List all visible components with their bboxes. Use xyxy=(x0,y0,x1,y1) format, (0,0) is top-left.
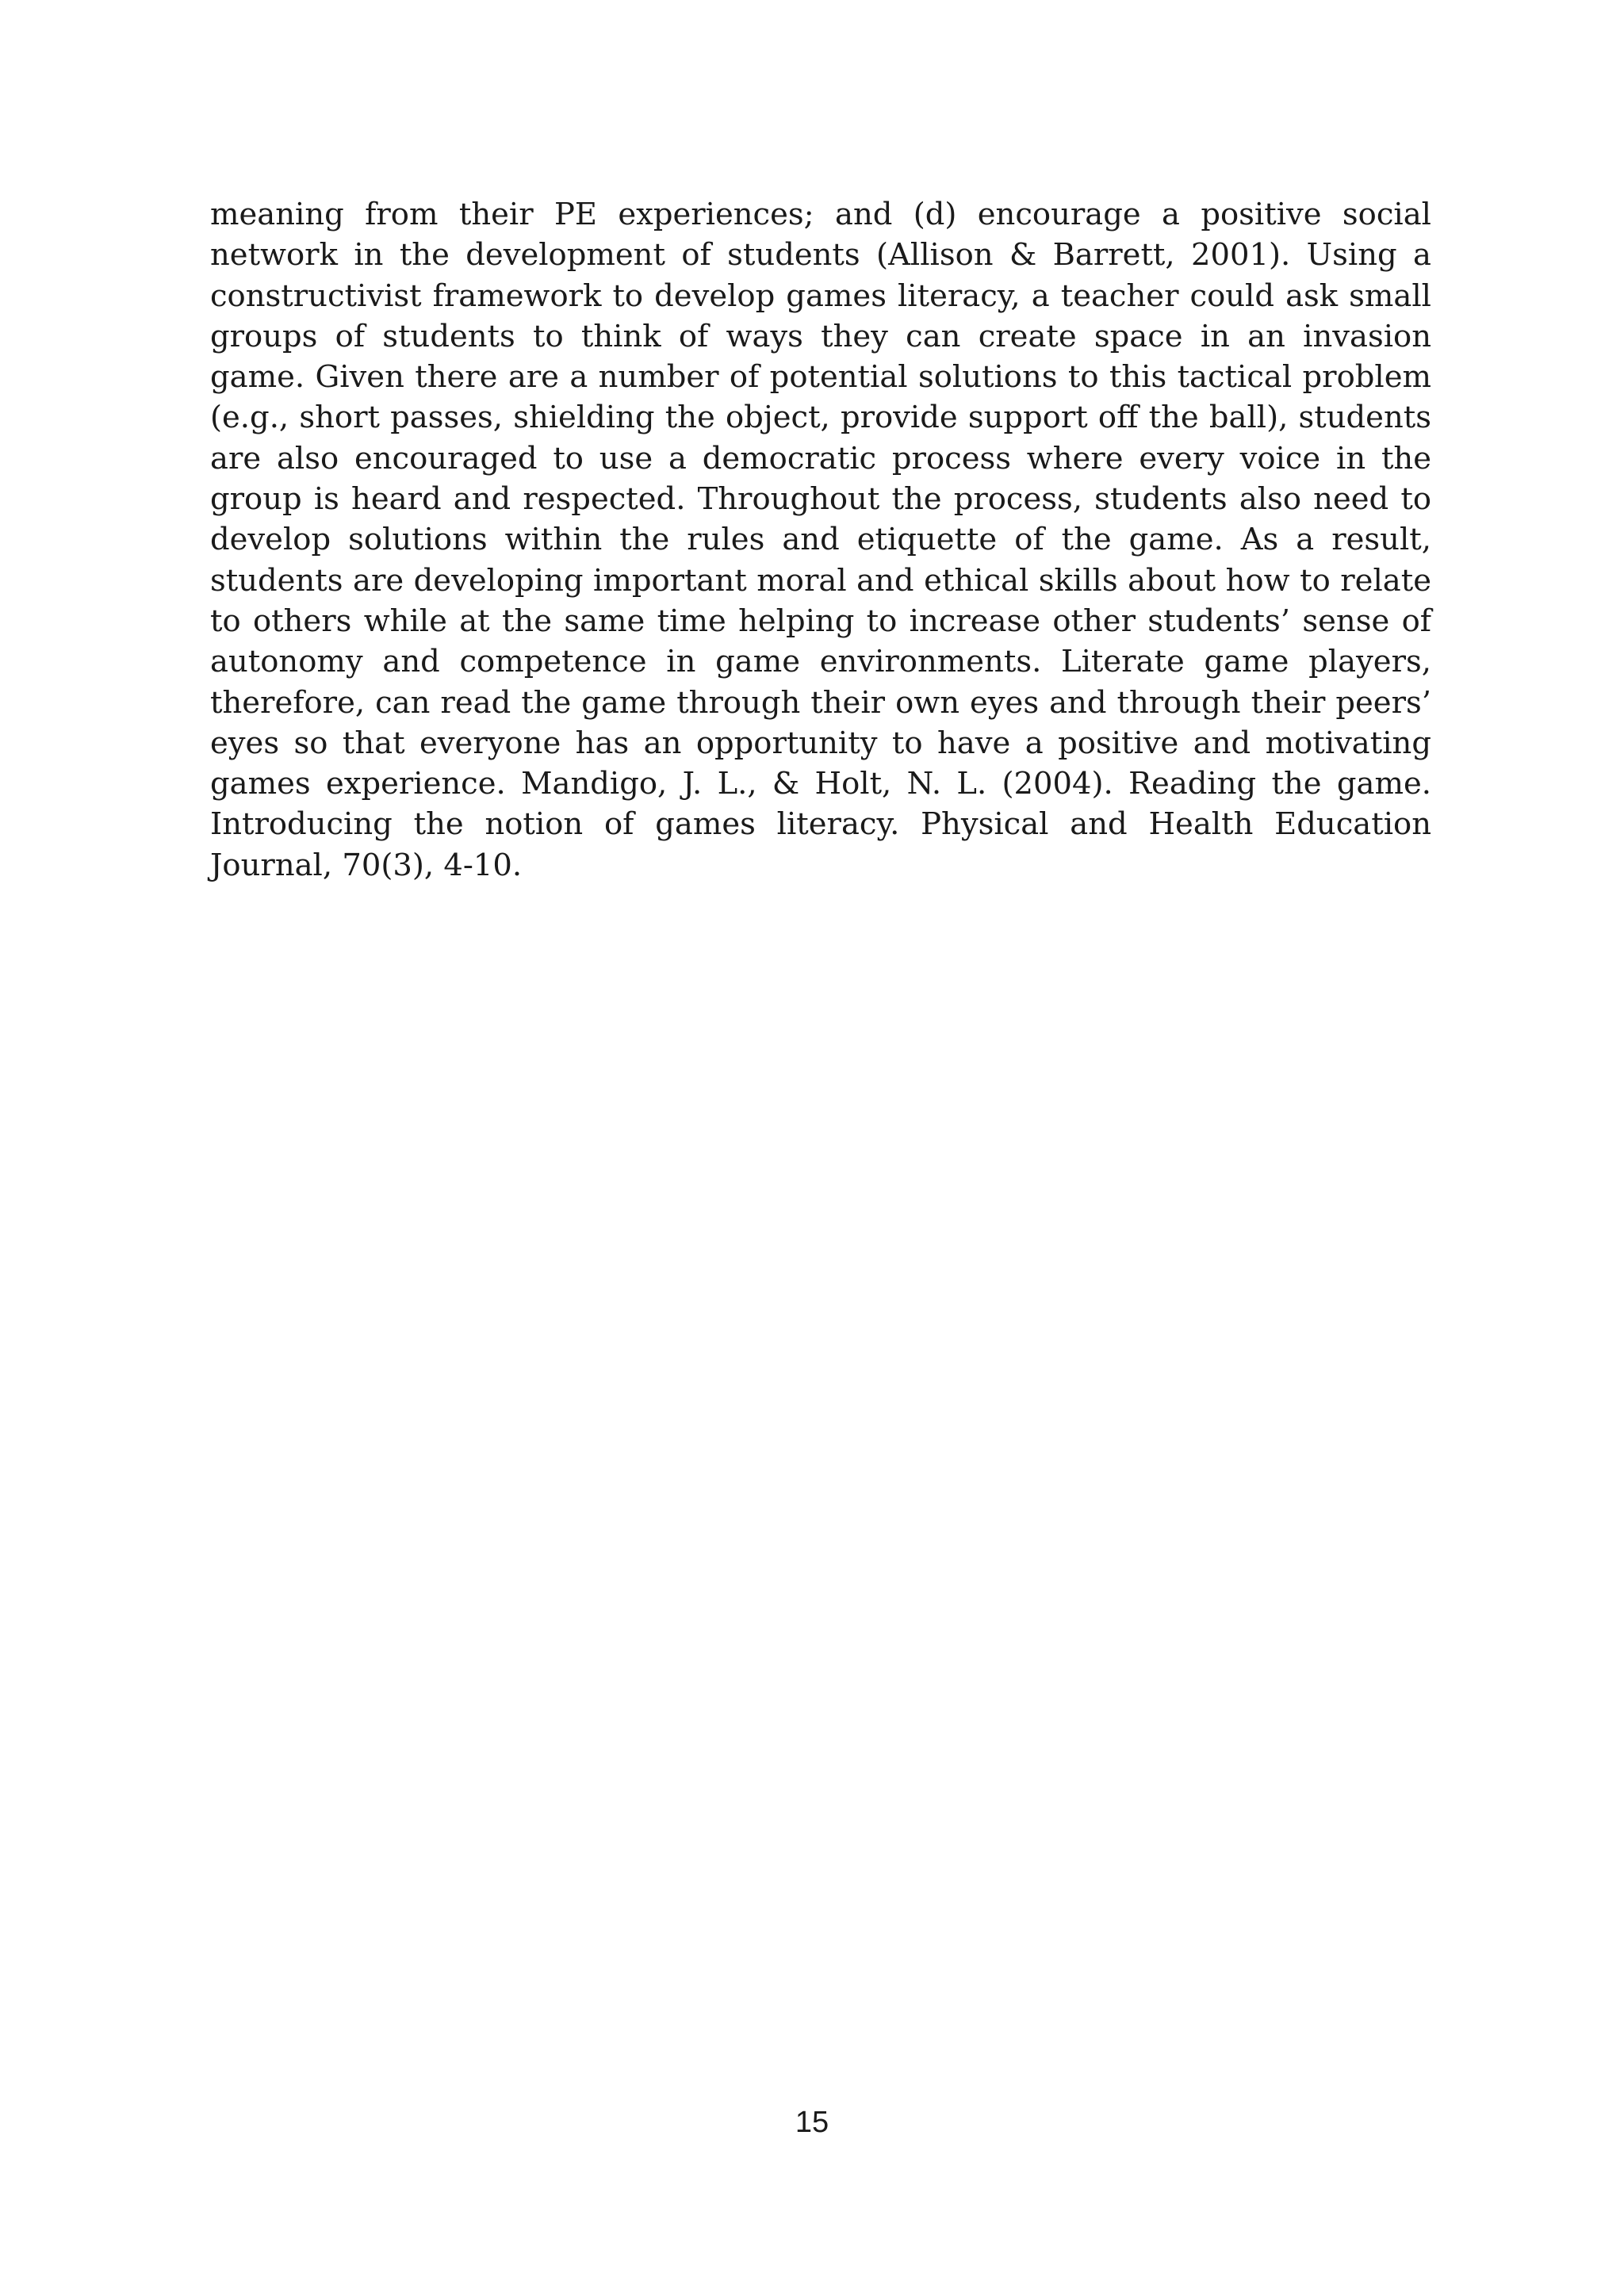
body-paragraph: meaning from their PE experiences; and (d) encourage a positive social network in the development of students (Allison & Barrett, 2001). Using a constructivist framework to develop games literacy, a teacher could ask small groups of students to think of ways they can create space in an invasion game. Given there are a number of potential solutions to this tactical problem (e.g., short passes, shielding the object, provide support off the ball), students are also encouraged to use a democratic process where every voice in the group is heard and respected. Throughout the process, students also need to develop solutions within the rules and etiquette of the game. As a result, students are developing important moral and ethical skills about how to relate to others while at the same time helping to increase other students’ sense of autonomy and competence in game environments. Literate game players, therefore, can read the game through their own eyes and through their peers’ eyes so that everyone has an opportunity to have a positive and motivating games experience. Mandigo, J. L., & Holt, N. L. (2004). Reading the game. Introducing the notion of games literacy. Physical and Health Education Journal, 70(3), 4-10. xyxy=(210,197,1431,883)
page-number: 15 xyxy=(795,2106,829,2139)
